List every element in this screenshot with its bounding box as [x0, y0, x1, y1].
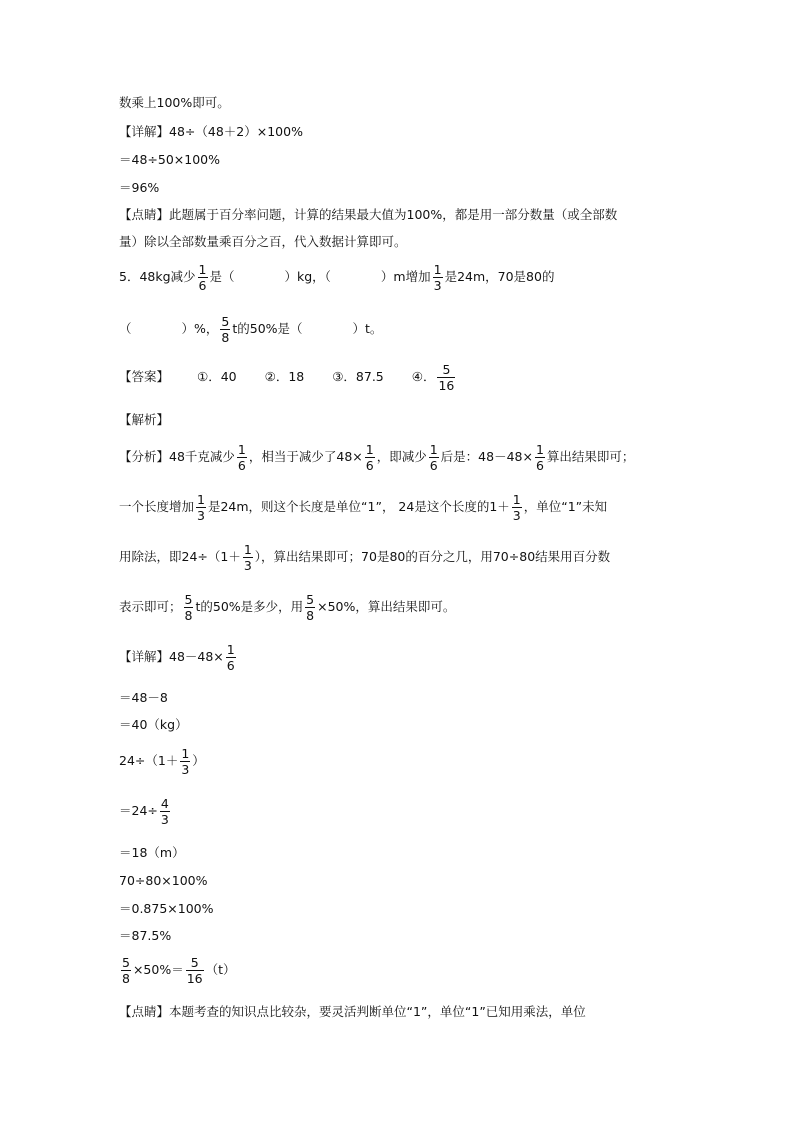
fraction	[437, 362, 455, 393]
solution-line: ＝87.5%	[119, 928, 172, 943]
text	[196, 492, 206, 523]
fraction-part: 8	[184, 608, 193, 623]
question-5-line2	[119, 314, 382, 345]
analysis-line2	[119, 492, 607, 523]
text: ），算出结果即可；70是80的百分之几，用70÷80结果用百分数	[254, 549, 611, 564]
fraction-part: 6	[226, 658, 235, 673]
fraction-part: 5	[186, 955, 204, 971]
text	[180, 746, 190, 777]
fraction-part: 4	[160, 796, 169, 811]
solution-line: ＝18（m）	[119, 845, 185, 860]
text	[305, 592, 315, 623]
solution-line	[119, 746, 205, 777]
answer-line	[119, 362, 457, 393]
text: 是24m，则这个长度是单位“1”， 24是这个长度的1＋	[207, 499, 510, 514]
answer-1: ①．40	[197, 369, 237, 384]
fraction-part: 5	[306, 592, 315, 607]
analysis-line4	[119, 592, 455, 623]
text: 是（ ）kg，（ ）m增加	[209, 269, 431, 284]
fraction-part: 8	[122, 971, 130, 986]
text: t的50%是多少，用	[195, 599, 304, 614]
text: ，即减少	[376, 449, 427, 464]
text	[243, 542, 253, 573]
text: 用除法，即24÷（1＋	[119, 549, 241, 564]
text-line: 【点睛】此题属于百分率问题，计算的结果最大值为100%，都是用一部分数量（或全部数	[119, 207, 618, 222]
question-5-line1	[119, 262, 554, 293]
fraction-part: 1	[198, 262, 207, 277]
fraction-part: 1	[243, 542, 252, 557]
text-line: 量）除以全部数量乘百分之百，代入数据计算即可。	[119, 234, 407, 249]
text: ＝24÷	[119, 803, 158, 818]
fraction-part: 1	[181, 746, 190, 761]
text: （ ）%，	[119, 321, 219, 336]
fraction-part: 1	[365, 442, 374, 457]
text: 后是：48－48×	[440, 449, 533, 464]
fraction	[198, 262, 208, 293]
fraction-part: 1	[226, 642, 235, 657]
fraction-part: 6	[237, 458, 246, 473]
fraction-part: 5	[184, 592, 193, 607]
fraction	[220, 314, 230, 345]
text: ）	[192, 753, 205, 768]
text	[184, 592, 194, 623]
fraction-part: 8	[306, 608, 315, 623]
solution-line: ＝0.875×100%	[119, 901, 214, 916]
text: 一个长度增加	[119, 499, 195, 514]
answer-label: 【答案】	[119, 369, 170, 384]
fraction-part: 3	[181, 762, 190, 777]
text-line: ＝48÷50×100%	[119, 152, 220, 167]
text	[121, 955, 131, 986]
text-line: 【详解】48÷（48＋2）×100%	[119, 124, 303, 139]
text: 5．48kg减少	[119, 269, 196, 284]
fraction-part: 8	[221, 330, 230, 345]
text	[535, 442, 545, 473]
fraction-part: 16	[438, 378, 455, 393]
fraction-part: 3	[433, 278, 442, 293]
fraction-part: 6	[365, 458, 374, 473]
fraction-part: 3	[160, 812, 169, 827]
fraction-part: 16	[186, 971, 203, 986]
analysis-line3	[119, 542, 610, 573]
answer-2: ②．18	[264, 369, 305, 384]
fraction-part: 6	[198, 278, 207, 293]
comment-line: 【点睛】本题考查的知识点比较杂，要灵活判断单位“1”，单位“1”已知用乘法，单位	[119, 1004, 586, 1019]
answer-3: ③．87.5	[332, 369, 384, 384]
fraction-part: 1	[433, 262, 442, 277]
fraction	[433, 262, 443, 293]
text: t的50%是（ ）t。	[232, 321, 383, 336]
text	[512, 492, 522, 523]
solution-line: 70÷80×100%	[119, 873, 208, 888]
fraction-part: 1	[535, 442, 544, 457]
solution-line	[119, 796, 172, 827]
text: ×50%，算出结果即可。	[317, 599, 456, 614]
analysis-label: 【解析】	[119, 412, 170, 427]
text	[160, 796, 170, 827]
text: 算出结果即可；	[546, 449, 635, 464]
text-line: 数乘上100%即可。	[119, 95, 230, 110]
text	[429, 442, 439, 473]
fraction-part: 1	[512, 492, 521, 507]
text: 【分析】48千克减少	[119, 449, 235, 464]
text-line: ＝96%	[119, 180, 160, 195]
text	[237, 442, 247, 473]
text: ，单位“1”未知	[523, 499, 608, 514]
fraction-part: 3	[512, 508, 521, 523]
answer-4: ④．	[411, 369, 436, 384]
solution-line1	[119, 642, 238, 673]
analysis-line1	[119, 442, 634, 473]
text	[365, 442, 375, 473]
fraction-part: 3	[197, 508, 205, 523]
text	[226, 642, 236, 673]
text	[186, 955, 204, 986]
fraction-part: 6	[535, 458, 544, 473]
text: 表示即可；	[119, 599, 182, 614]
text: （t）	[205, 962, 236, 977]
fraction-part: 5	[122, 955, 130, 970]
fraction-part: 6	[429, 458, 438, 473]
text: 是24m，70是80的	[444, 269, 555, 284]
solution-line: ＝48－8	[119, 690, 168, 705]
fraction-part: 1	[429, 442, 438, 457]
fraction-part: 1	[197, 492, 205, 507]
text: 【详解】48－48×	[119, 649, 224, 664]
text: 24÷（1＋	[119, 753, 179, 768]
text: ，相当于减少了48×	[248, 449, 363, 464]
text: ×50%＝	[132, 962, 184, 977]
fraction-part: 3	[243, 558, 252, 573]
solution-line: ＝40（kg）	[119, 717, 188, 732]
solution-line	[119, 955, 236, 986]
fraction-part: 5	[437, 362, 455, 378]
fraction-part: 1	[237, 442, 246, 457]
fraction-part: 5	[221, 314, 230, 329]
